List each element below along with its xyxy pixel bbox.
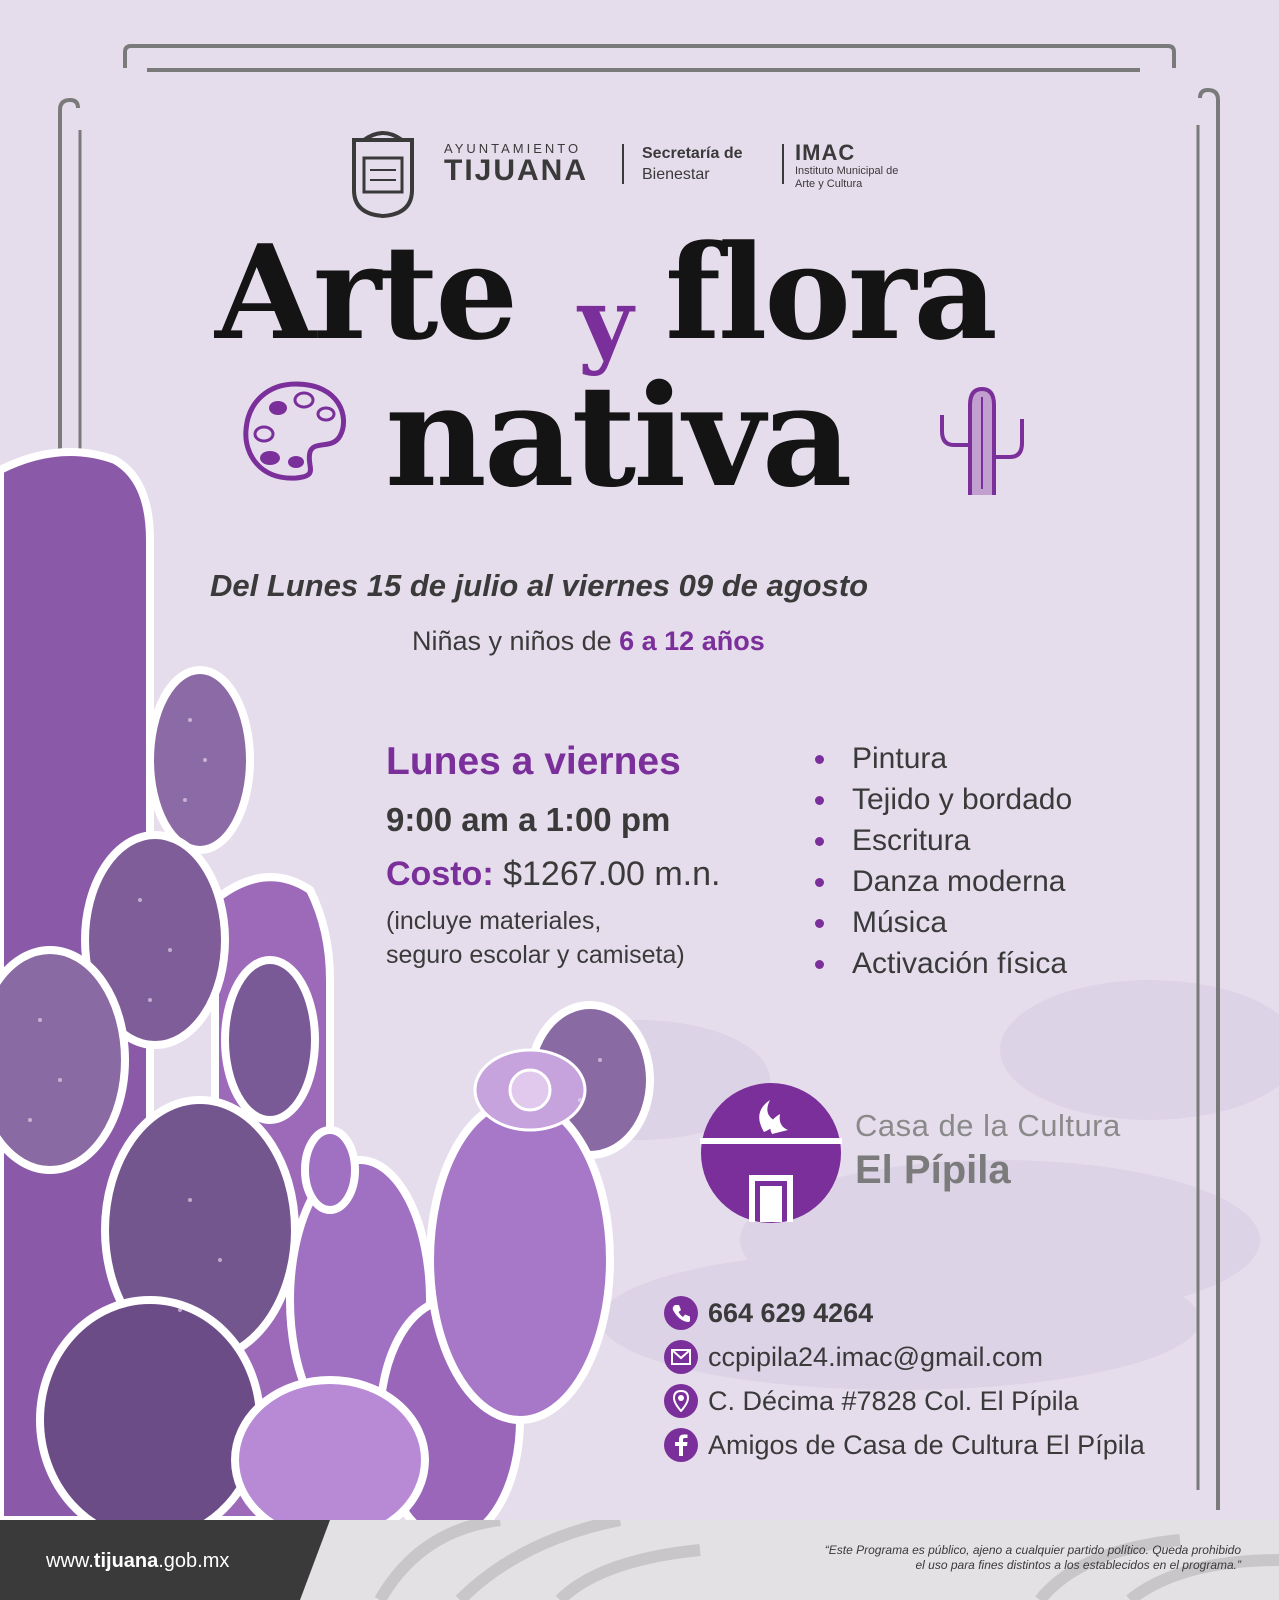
header-divider <box>622 144 624 184</box>
activity-label: Escritura <box>852 824 971 857</box>
activity-label: Danza moderna <box>852 865 1066 898</box>
phone-number: 664 629 4264 <box>708 1297 874 1328</box>
bullet-icon <box>815 796 824 805</box>
cactus-flower <box>475 1050 585 1130</box>
activities-list <box>810 738 1072 984</box>
email-icon <box>664 1340 698 1374</box>
email-address: ccpipila24.imac@gmail.com <box>708 1341 1044 1372</box>
footer-bar <box>0 1520 1279 1600</box>
activity-item <box>810 902 1072 943</box>
secretaria-label: Secretaría de <box>642 145 743 162</box>
title-word-nativa: nativa <box>385 355 850 519</box>
venue-line2: El Pípila <box>855 1148 1011 1192</box>
bullet-icon <box>815 960 824 969</box>
activity-label: Música <box>852 906 948 939</box>
web-prefix: www. <box>46 1550 94 1572</box>
cost-includes <box>386 904 685 972</box>
bienestar-label: Bienestar <box>642 166 710 183</box>
web-suffix: .gob.mx <box>158 1550 230 1572</box>
includes-line2: seguro escolar y camiseta) <box>386 941 685 969</box>
title-connector-y: y <box>578 267 634 378</box>
ages-range: 6 a 12 años <box>619 626 765 656</box>
bullet-icon <box>815 837 824 846</box>
ages-prefix: Niñas y niños de <box>412 626 620 656</box>
legal-disclaimer <box>825 1543 1241 1573</box>
cactus-icon <box>930 385 1030 500</box>
activity-label: Tejido y bordado <box>852 783 1073 816</box>
tijuana-seal-icon <box>350 130 416 218</box>
schedule-days: Lunes a viernes <box>386 740 681 783</box>
header-divider <box>782 144 784 184</box>
cost-value: $1267.00 m.n. <box>493 855 721 893</box>
phone-icon <box>664 1296 698 1330</box>
ayuntamiento-label: AYUNTAMIENTO <box>444 141 582 156</box>
activity-label: Activación física <box>852 947 1068 980</box>
pipila-logo-icon <box>700 1082 842 1224</box>
contact-address[interactable] <box>664 1384 1079 1418</box>
contact-facebook[interactable] <box>664 1428 1145 1462</box>
facebook-icon <box>664 1428 698 1462</box>
title-word-arte: Arte <box>215 216 516 369</box>
venue-line1: Casa de la Cultura <box>855 1108 1121 1143</box>
contact-email[interactable] <box>664 1340 1043 1374</box>
activity-item <box>810 820 1072 861</box>
disclaimer-line2: el uso para fines distintos a los establecidos en el programa.” <box>915 1558 1241 1572</box>
cost-line <box>386 855 720 894</box>
contact-phone[interactable] <box>664 1296 873 1330</box>
imac-line1: Instituto Municipal de <box>795 165 899 177</box>
imac-line2: Arte y Cultura <box>795 178 863 190</box>
facebook-page: Amigos de Casa de Cultura El Pípila <box>708 1429 1145 1460</box>
tijuana-label: TIJUANA <box>444 154 589 187</box>
bullet-icon <box>815 755 824 764</box>
disclaimer-line1: “Este Programa es público, ajeno a cualquier partido político. Queda prohibido <box>824 1543 1241 1557</box>
event-dates: Del Lunes 15 de julio al viernes 09 de agosto <box>210 568 869 603</box>
cost-label: Costo: <box>386 855 494 893</box>
bullet-icon <box>815 878 824 887</box>
palette-icon <box>240 378 352 482</box>
title-word-flora: flora <box>665 216 995 369</box>
activity-item <box>810 943 1072 984</box>
activity-label: Pintura <box>852 742 948 775</box>
event-ages <box>412 626 765 657</box>
bullet-icon <box>815 919 824 928</box>
location-icon <box>664 1384 698 1418</box>
includes-line1: (incluye materiales, <box>386 907 602 935</box>
imac-label: IMAC <box>795 140 856 165</box>
schedule-time: 9:00 am a 1:00 pm <box>386 801 671 838</box>
activity-item <box>810 779 1072 820</box>
web-bold: tijuana <box>93 1550 159 1572</box>
activity-item <box>810 738 1072 779</box>
cactus-illustration <box>0 452 650 1540</box>
activity-item <box>810 861 1072 902</box>
address-text: C. Décima #7828 Col. El Pípila <box>708 1385 1079 1416</box>
website-link[interactable] <box>46 1550 229 1573</box>
